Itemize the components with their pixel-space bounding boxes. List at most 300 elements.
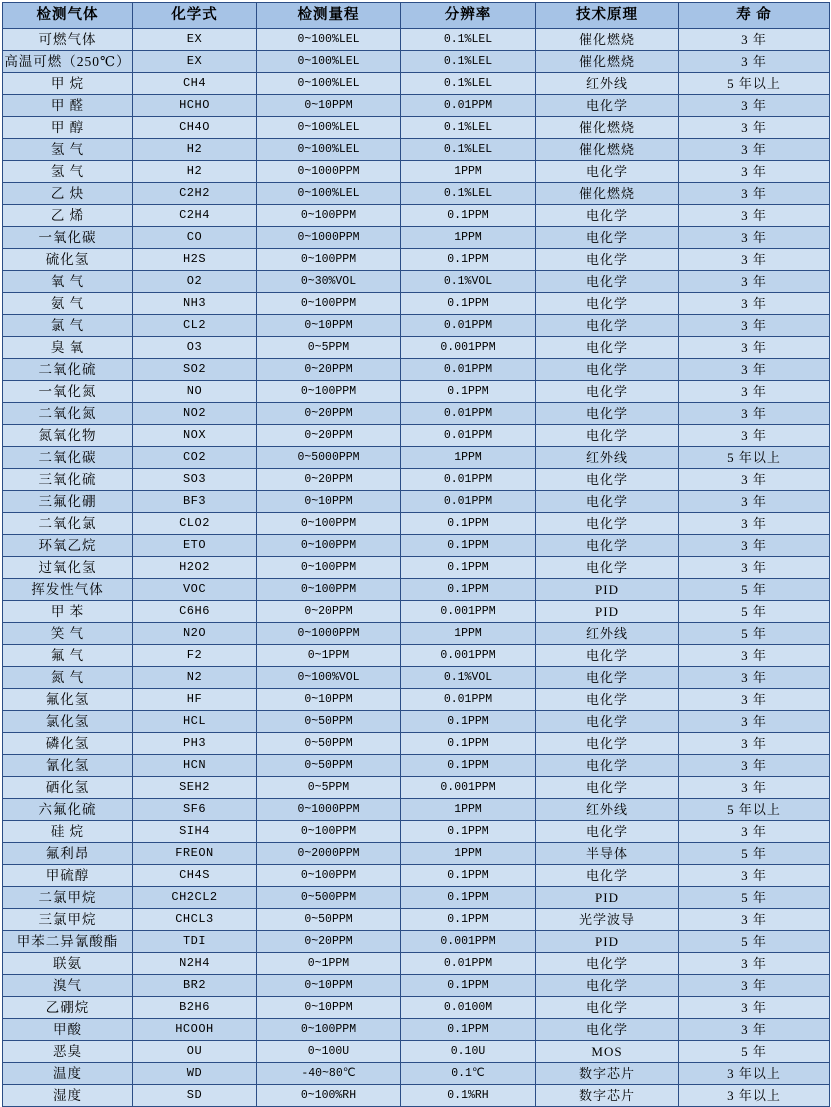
- cell-life: 5 年: [679, 887, 830, 909]
- cell-principle: 红外线: [536, 623, 679, 645]
- cell-life: 5 年: [679, 931, 830, 953]
- cell-gas: 二氯甲烷: [3, 887, 133, 909]
- table-row: [3, 667, 830, 689]
- cell-formula: SO2: [133, 359, 257, 381]
- cell-gas: 高温可燃（250℃）: [3, 51, 133, 73]
- cell-gas: 六氟化硫: [3, 799, 133, 821]
- cell-range: 0~100PPM: [257, 513, 401, 535]
- column-header-resolution: 分辨率: [401, 3, 536, 29]
- cell-gas: 臭 氧: [3, 337, 133, 359]
- cell-range: 0~100PPM: [257, 1019, 401, 1041]
- table-row: [3, 95, 830, 117]
- cell-principle: 电化学: [536, 997, 679, 1019]
- cell-life: 3 年: [679, 733, 830, 755]
- cell-range: 0~100PPM: [257, 205, 401, 227]
- cell-resolution: 0.1PPM: [401, 1019, 536, 1041]
- cell-formula: CH2CL2: [133, 887, 257, 909]
- cell-gas: 氟利昂: [3, 843, 133, 865]
- table-row: [3, 997, 830, 1019]
- cell-life: 5 年: [679, 601, 830, 623]
- cell-range: 0~100PPM: [257, 535, 401, 557]
- cell-principle: 光学波导: [536, 909, 679, 931]
- cell-resolution: 0.1%LEL: [401, 51, 536, 73]
- table-row: [3, 645, 830, 667]
- cell-range: 0~1PPM: [257, 645, 401, 667]
- cell-life: 3 年: [679, 425, 830, 447]
- table-row: [3, 293, 830, 315]
- cell-gas: 恶臭: [3, 1041, 133, 1063]
- table-row: [3, 227, 830, 249]
- cell-gas: 氮氧化物: [3, 425, 133, 447]
- table-body: [3, 29, 830, 1107]
- cell-range: 0~5PPM: [257, 777, 401, 799]
- cell-life: 3 年: [679, 865, 830, 887]
- cell-gas: 甲 醇: [3, 117, 133, 139]
- cell-formula: HF: [133, 689, 257, 711]
- cell-range: 0~5000PPM: [257, 447, 401, 469]
- cell-formula: CH4: [133, 73, 257, 95]
- cell-principle: 电化学: [536, 271, 679, 293]
- cell-range: 0~100%LEL: [257, 73, 401, 95]
- cell-formula: SEH2: [133, 777, 257, 799]
- cell-principle: 电化学: [536, 161, 679, 183]
- table-row: [3, 337, 830, 359]
- cell-principle: 电化学: [536, 821, 679, 843]
- column-header-gas: 检测气体: [3, 3, 133, 29]
- cell-range: 0~5PPM: [257, 337, 401, 359]
- cell-formula: CL2: [133, 315, 257, 337]
- cell-life: 5 年: [679, 623, 830, 645]
- cell-principle: 电化学: [536, 337, 679, 359]
- cell-gas: 三氟化硼: [3, 491, 133, 513]
- table-row: [3, 73, 830, 95]
- cell-gas: 硒化氢: [3, 777, 133, 799]
- cell-principle: 电化学: [536, 381, 679, 403]
- cell-principle: 数字芯片: [536, 1085, 679, 1107]
- cell-gas: 湿度: [3, 1085, 133, 1107]
- cell-resolution: 0.001PPM: [401, 601, 536, 623]
- cell-gas: 氮 气: [3, 667, 133, 689]
- cell-principle: 电化学: [536, 535, 679, 557]
- cell-gas: 氨 气: [3, 293, 133, 315]
- cell-range: 0~50PPM: [257, 733, 401, 755]
- cell-life: 3 年: [679, 953, 830, 975]
- cell-gas: 乙 烯: [3, 205, 133, 227]
- cell-resolution: 0.01PPM: [401, 491, 536, 513]
- cell-range: -40~80℃: [257, 1063, 401, 1085]
- cell-formula: EX: [133, 29, 257, 51]
- cell-resolution: 0.1%RH: [401, 1085, 536, 1107]
- cell-formula: TDI: [133, 931, 257, 953]
- cell-formula: O2: [133, 271, 257, 293]
- cell-life: 3 年: [679, 227, 830, 249]
- table-row: [3, 1041, 830, 1063]
- cell-life: 3 年: [679, 667, 830, 689]
- cell-range: 0~10PPM: [257, 689, 401, 711]
- table-row: [3, 755, 830, 777]
- cell-principle: 催化燃烧: [536, 183, 679, 205]
- column-header-principle: 技术原理: [536, 3, 679, 29]
- cell-range: 0~100%LEL: [257, 51, 401, 73]
- cell-principle: PID: [536, 931, 679, 953]
- cell-resolution: 0.1%LEL: [401, 73, 536, 95]
- cell-principle: 电化学: [536, 315, 679, 337]
- cell-resolution: 1PPM: [401, 623, 536, 645]
- cell-formula: OU: [133, 1041, 257, 1063]
- cell-resolution: 0.01PPM: [401, 425, 536, 447]
- cell-resolution: 0.1PPM: [401, 887, 536, 909]
- table-row: [3, 711, 830, 733]
- cell-life: 3 年: [679, 469, 830, 491]
- cell-gas: 氟 气: [3, 645, 133, 667]
- cell-range: 0~100U: [257, 1041, 401, 1063]
- cell-life: 3 年: [679, 755, 830, 777]
- cell-gas: 二氧化硫: [3, 359, 133, 381]
- cell-resolution: 0.01PPM: [401, 95, 536, 117]
- cell-life: 3 年: [679, 403, 830, 425]
- cell-range: 0~1000PPM: [257, 623, 401, 645]
- cell-gas: 可燃气体: [3, 29, 133, 51]
- cell-gas: 溴气: [3, 975, 133, 997]
- cell-life: 3 年: [679, 513, 830, 535]
- cell-formula: N2: [133, 667, 257, 689]
- cell-formula: CH4O: [133, 117, 257, 139]
- cell-resolution: 0.1PPM: [401, 755, 536, 777]
- cell-life: 3 年: [679, 183, 830, 205]
- cell-formula: CO: [133, 227, 257, 249]
- cell-life: 3 年: [679, 1019, 830, 1041]
- cell-formula: SO3: [133, 469, 257, 491]
- cell-formula: NOX: [133, 425, 257, 447]
- table-row: [3, 579, 830, 601]
- cell-range: 0~100PPM: [257, 579, 401, 601]
- cell-life: 3 年: [679, 535, 830, 557]
- cell-resolution: 0.1PPM: [401, 513, 536, 535]
- cell-formula: PH3: [133, 733, 257, 755]
- cell-life: 5 年: [679, 1041, 830, 1063]
- cell-resolution: 0.01PPM: [401, 359, 536, 381]
- cell-life: 3 年: [679, 381, 830, 403]
- cell-formula: H2: [133, 139, 257, 161]
- cell-formula: H2: [133, 161, 257, 183]
- cell-range: 0~100PPM: [257, 381, 401, 403]
- cell-range: 0~10PPM: [257, 491, 401, 513]
- cell-resolution: 0.001PPM: [401, 777, 536, 799]
- table-row: [3, 777, 830, 799]
- cell-life: 3 年以上: [679, 1085, 830, 1107]
- cell-range: 0~20PPM: [257, 403, 401, 425]
- table-row: [3, 733, 830, 755]
- cell-principle: 电化学: [536, 711, 679, 733]
- cell-life: 3 年: [679, 689, 830, 711]
- cell-life: 3 年: [679, 821, 830, 843]
- cell-resolution: 0.1%LEL: [401, 117, 536, 139]
- cell-gas: 甲 烷: [3, 73, 133, 95]
- cell-resolution: 0.1%VOL: [401, 271, 536, 293]
- cell-gas: 甲硫醇: [3, 865, 133, 887]
- cell-resolution: 0.01PPM: [401, 953, 536, 975]
- cell-resolution: 0.01PPM: [401, 469, 536, 491]
- cell-gas: 氯 气: [3, 315, 133, 337]
- table-row: [3, 359, 830, 381]
- cell-principle: 半导体: [536, 843, 679, 865]
- cell-resolution: 0.1PPM: [401, 733, 536, 755]
- cell-gas: 一氧化碳: [3, 227, 133, 249]
- cell-principle: 电化学: [536, 293, 679, 315]
- cell-principle: 红外线: [536, 799, 679, 821]
- cell-formula: NO2: [133, 403, 257, 425]
- cell-life: 3 年: [679, 315, 830, 337]
- cell-formula: H2S: [133, 249, 257, 271]
- cell-resolution: 0.10U: [401, 1041, 536, 1063]
- cell-gas: 温度: [3, 1063, 133, 1085]
- table-row: [3, 931, 830, 953]
- cell-formula: EX: [133, 51, 257, 73]
- cell-resolution: 0.1PPM: [401, 821, 536, 843]
- table-row: [3, 447, 830, 469]
- cell-life: 3 年: [679, 909, 830, 931]
- cell-range: 0~50PPM: [257, 755, 401, 777]
- cell-principle: 电化学: [536, 359, 679, 381]
- cell-formula: HCN: [133, 755, 257, 777]
- table-row: [3, 1085, 830, 1107]
- cell-range: 0~1000PPM: [257, 161, 401, 183]
- cell-formula: SD: [133, 1085, 257, 1107]
- cell-range: 0~20PPM: [257, 601, 401, 623]
- cell-formula: FREON: [133, 843, 257, 865]
- cell-principle: PID: [536, 579, 679, 601]
- cell-gas: 三氧化硫: [3, 469, 133, 491]
- cell-principle: 电化学: [536, 777, 679, 799]
- column-header-range: 检测量程: [257, 3, 401, 29]
- cell-principle: MOS: [536, 1041, 679, 1063]
- table-row: [3, 249, 830, 271]
- cell-formula: F2: [133, 645, 257, 667]
- cell-life: 3 年: [679, 51, 830, 73]
- cell-principle: 数字芯片: [536, 1063, 679, 1085]
- cell-formula: C2H4: [133, 205, 257, 227]
- cell-resolution: 0.1%LEL: [401, 183, 536, 205]
- cell-range: 0~100PPM: [257, 865, 401, 887]
- cell-principle: 电化学: [536, 689, 679, 711]
- cell-principle: 红外线: [536, 73, 679, 95]
- cell-resolution: 0.1PPM: [401, 381, 536, 403]
- cell-formula: BR2: [133, 975, 257, 997]
- cell-gas: 氟化氢: [3, 689, 133, 711]
- cell-range: 0~10PPM: [257, 315, 401, 337]
- cell-formula: BF3: [133, 491, 257, 513]
- cell-resolution: 0.0100M: [401, 997, 536, 1019]
- cell-range: 0~20PPM: [257, 469, 401, 491]
- cell-gas: 甲 苯: [3, 601, 133, 623]
- cell-resolution: 0.001PPM: [401, 931, 536, 953]
- cell-range: 0~1PPM: [257, 953, 401, 975]
- cell-range: 0~20PPM: [257, 359, 401, 381]
- cell-range: 0~100PPM: [257, 249, 401, 271]
- cell-principle: 电化学: [536, 249, 679, 271]
- cell-gas: 一氧化氮: [3, 381, 133, 403]
- cell-gas: 甲 醛: [3, 95, 133, 117]
- cell-life: 3 年: [679, 975, 830, 997]
- cell-formula: CH4S: [133, 865, 257, 887]
- cell-gas: 过氧化氢: [3, 557, 133, 579]
- cell-formula: VOC: [133, 579, 257, 601]
- cell-range: 0~2000PPM: [257, 843, 401, 865]
- cell-gas: 氢 气: [3, 139, 133, 161]
- cell-gas: 磷化氢: [3, 733, 133, 755]
- table-row: [3, 865, 830, 887]
- cell-range: 0~500PPM: [257, 887, 401, 909]
- cell-range: 0~10PPM: [257, 975, 401, 997]
- cell-formula: CHCL3: [133, 909, 257, 931]
- cell-resolution: 1PPM: [401, 843, 536, 865]
- cell-formula: HCOOH: [133, 1019, 257, 1041]
- cell-range: 0~50PPM: [257, 909, 401, 931]
- cell-life: 5 年以上: [679, 799, 830, 821]
- cell-life: 3 年: [679, 95, 830, 117]
- cell-life: 3 年: [679, 337, 830, 359]
- cell-resolution: 0.1℃: [401, 1063, 536, 1085]
- table-row: [3, 821, 830, 843]
- table-row: [3, 513, 830, 535]
- cell-range: 0~100PPM: [257, 293, 401, 315]
- cell-life: 3 年以上: [679, 1063, 830, 1085]
- cell-range: 0~100%LEL: [257, 117, 401, 139]
- cell-life: 3 年: [679, 557, 830, 579]
- cell-formula: ETO: [133, 535, 257, 557]
- cell-resolution: 0.1PPM: [401, 249, 536, 271]
- cell-formula: HCHO: [133, 95, 257, 117]
- cell-formula: SIH4: [133, 821, 257, 843]
- cell-gas: 硫化氢: [3, 249, 133, 271]
- cell-life: 3 年: [679, 711, 830, 733]
- table-row: [3, 1019, 830, 1041]
- cell-principle: 电化学: [536, 557, 679, 579]
- cell-gas: 挥发性气体: [3, 579, 133, 601]
- cell-principle: 电化学: [536, 425, 679, 447]
- cell-range: 0~20PPM: [257, 425, 401, 447]
- column-header-life: 寿 命: [679, 3, 830, 29]
- cell-range: 0~1000PPM: [257, 799, 401, 821]
- cell-resolution: 1PPM: [401, 161, 536, 183]
- cell-range: 0~100%LEL: [257, 29, 401, 51]
- cell-gas: 硅 烷: [3, 821, 133, 843]
- cell-formula: N2H4: [133, 953, 257, 975]
- cell-principle: 电化学: [536, 667, 679, 689]
- cell-life: 3 年: [679, 29, 830, 51]
- cell-range: 0~10PPM: [257, 997, 401, 1019]
- cell-life: 3 年: [679, 249, 830, 271]
- cell-resolution: 1PPM: [401, 447, 536, 469]
- table-row: [3, 205, 830, 227]
- cell-resolution: 0.1PPM: [401, 909, 536, 931]
- table-row: [3, 975, 830, 997]
- cell-gas: 二氧化氯: [3, 513, 133, 535]
- cell-principle: 电化学: [536, 975, 679, 997]
- cell-range: 0~100%VOL: [257, 667, 401, 689]
- cell-principle: 电化学: [536, 205, 679, 227]
- cell-life: 3 年: [679, 293, 830, 315]
- cell-principle: 电化学: [536, 513, 679, 535]
- table-row: [3, 535, 830, 557]
- cell-gas: 联氨: [3, 953, 133, 975]
- cell-gas: 氧 气: [3, 271, 133, 293]
- cell-resolution: 0.1PPM: [401, 557, 536, 579]
- cell-life: 5 年以上: [679, 447, 830, 469]
- cell-principle: 催化燃烧: [536, 29, 679, 51]
- cell-principle: 催化燃烧: [536, 51, 679, 73]
- cell-life: 5 年以上: [679, 73, 830, 95]
- table-row: [3, 799, 830, 821]
- cell-gas: 环氧乙烷: [3, 535, 133, 557]
- cell-life: 3 年: [679, 161, 830, 183]
- table-row: [3, 29, 830, 51]
- cell-resolution: 0.1PPM: [401, 205, 536, 227]
- cell-formula: H2O2: [133, 557, 257, 579]
- cell-resolution: 0.001PPM: [401, 337, 536, 359]
- cell-gas: 笑 气: [3, 623, 133, 645]
- cell-resolution: 1PPM: [401, 227, 536, 249]
- cell-formula: WD: [133, 1063, 257, 1085]
- cell-formula: B2H6: [133, 997, 257, 1019]
- cell-resolution: 0.1%LEL: [401, 139, 536, 161]
- cell-formula: SF6: [133, 799, 257, 821]
- table-row: [3, 557, 830, 579]
- cell-resolution: 0.01PPM: [401, 689, 536, 711]
- cell-resolution: 0.1PPM: [401, 865, 536, 887]
- cell-life: 3 年: [679, 491, 830, 513]
- cell-resolution: 0.1PPM: [401, 975, 536, 997]
- gas-sensor-table: [2, 2, 830, 1107]
- cell-life: 3 年: [679, 997, 830, 1019]
- cell-resolution: 0.1PPM: [401, 579, 536, 601]
- cell-life: 3 年: [679, 139, 830, 161]
- cell-principle: 红外线: [536, 447, 679, 469]
- cell-principle: 催化燃烧: [536, 139, 679, 161]
- cell-range: 0~30%VOL: [257, 271, 401, 293]
- cell-resolution: 0.1PPM: [401, 711, 536, 733]
- table-row: [3, 689, 830, 711]
- table-header: [3, 3, 830, 29]
- table-row: [3, 425, 830, 447]
- cell-gas: 氢 气: [3, 161, 133, 183]
- cell-range: 0~1000PPM: [257, 227, 401, 249]
- cell-principle: 电化学: [536, 953, 679, 975]
- cell-range: 0~50PPM: [257, 711, 401, 733]
- table-row: [3, 117, 830, 139]
- cell-formula: NH3: [133, 293, 257, 315]
- cell-principle: 电化学: [536, 645, 679, 667]
- cell-range: 0~100%LEL: [257, 139, 401, 161]
- table-row: [3, 601, 830, 623]
- cell-principle: 电化学: [536, 1019, 679, 1041]
- cell-principle: 电化学: [536, 491, 679, 513]
- cell-range: 0~100PPM: [257, 557, 401, 579]
- cell-principle: PID: [536, 887, 679, 909]
- table-row: [3, 469, 830, 491]
- table-row: [3, 183, 830, 205]
- cell-resolution: 0.1PPM: [401, 535, 536, 557]
- cell-formula: CLO2: [133, 513, 257, 535]
- table-row: [3, 887, 830, 909]
- table-row: [3, 1063, 830, 1085]
- cell-gas: 三氯甲烷: [3, 909, 133, 931]
- cell-principle: 电化学: [536, 95, 679, 117]
- table-row: [3, 491, 830, 513]
- table-row: [3, 315, 830, 337]
- cell-formula: HCL: [133, 711, 257, 733]
- cell-life: 3 年: [679, 117, 830, 139]
